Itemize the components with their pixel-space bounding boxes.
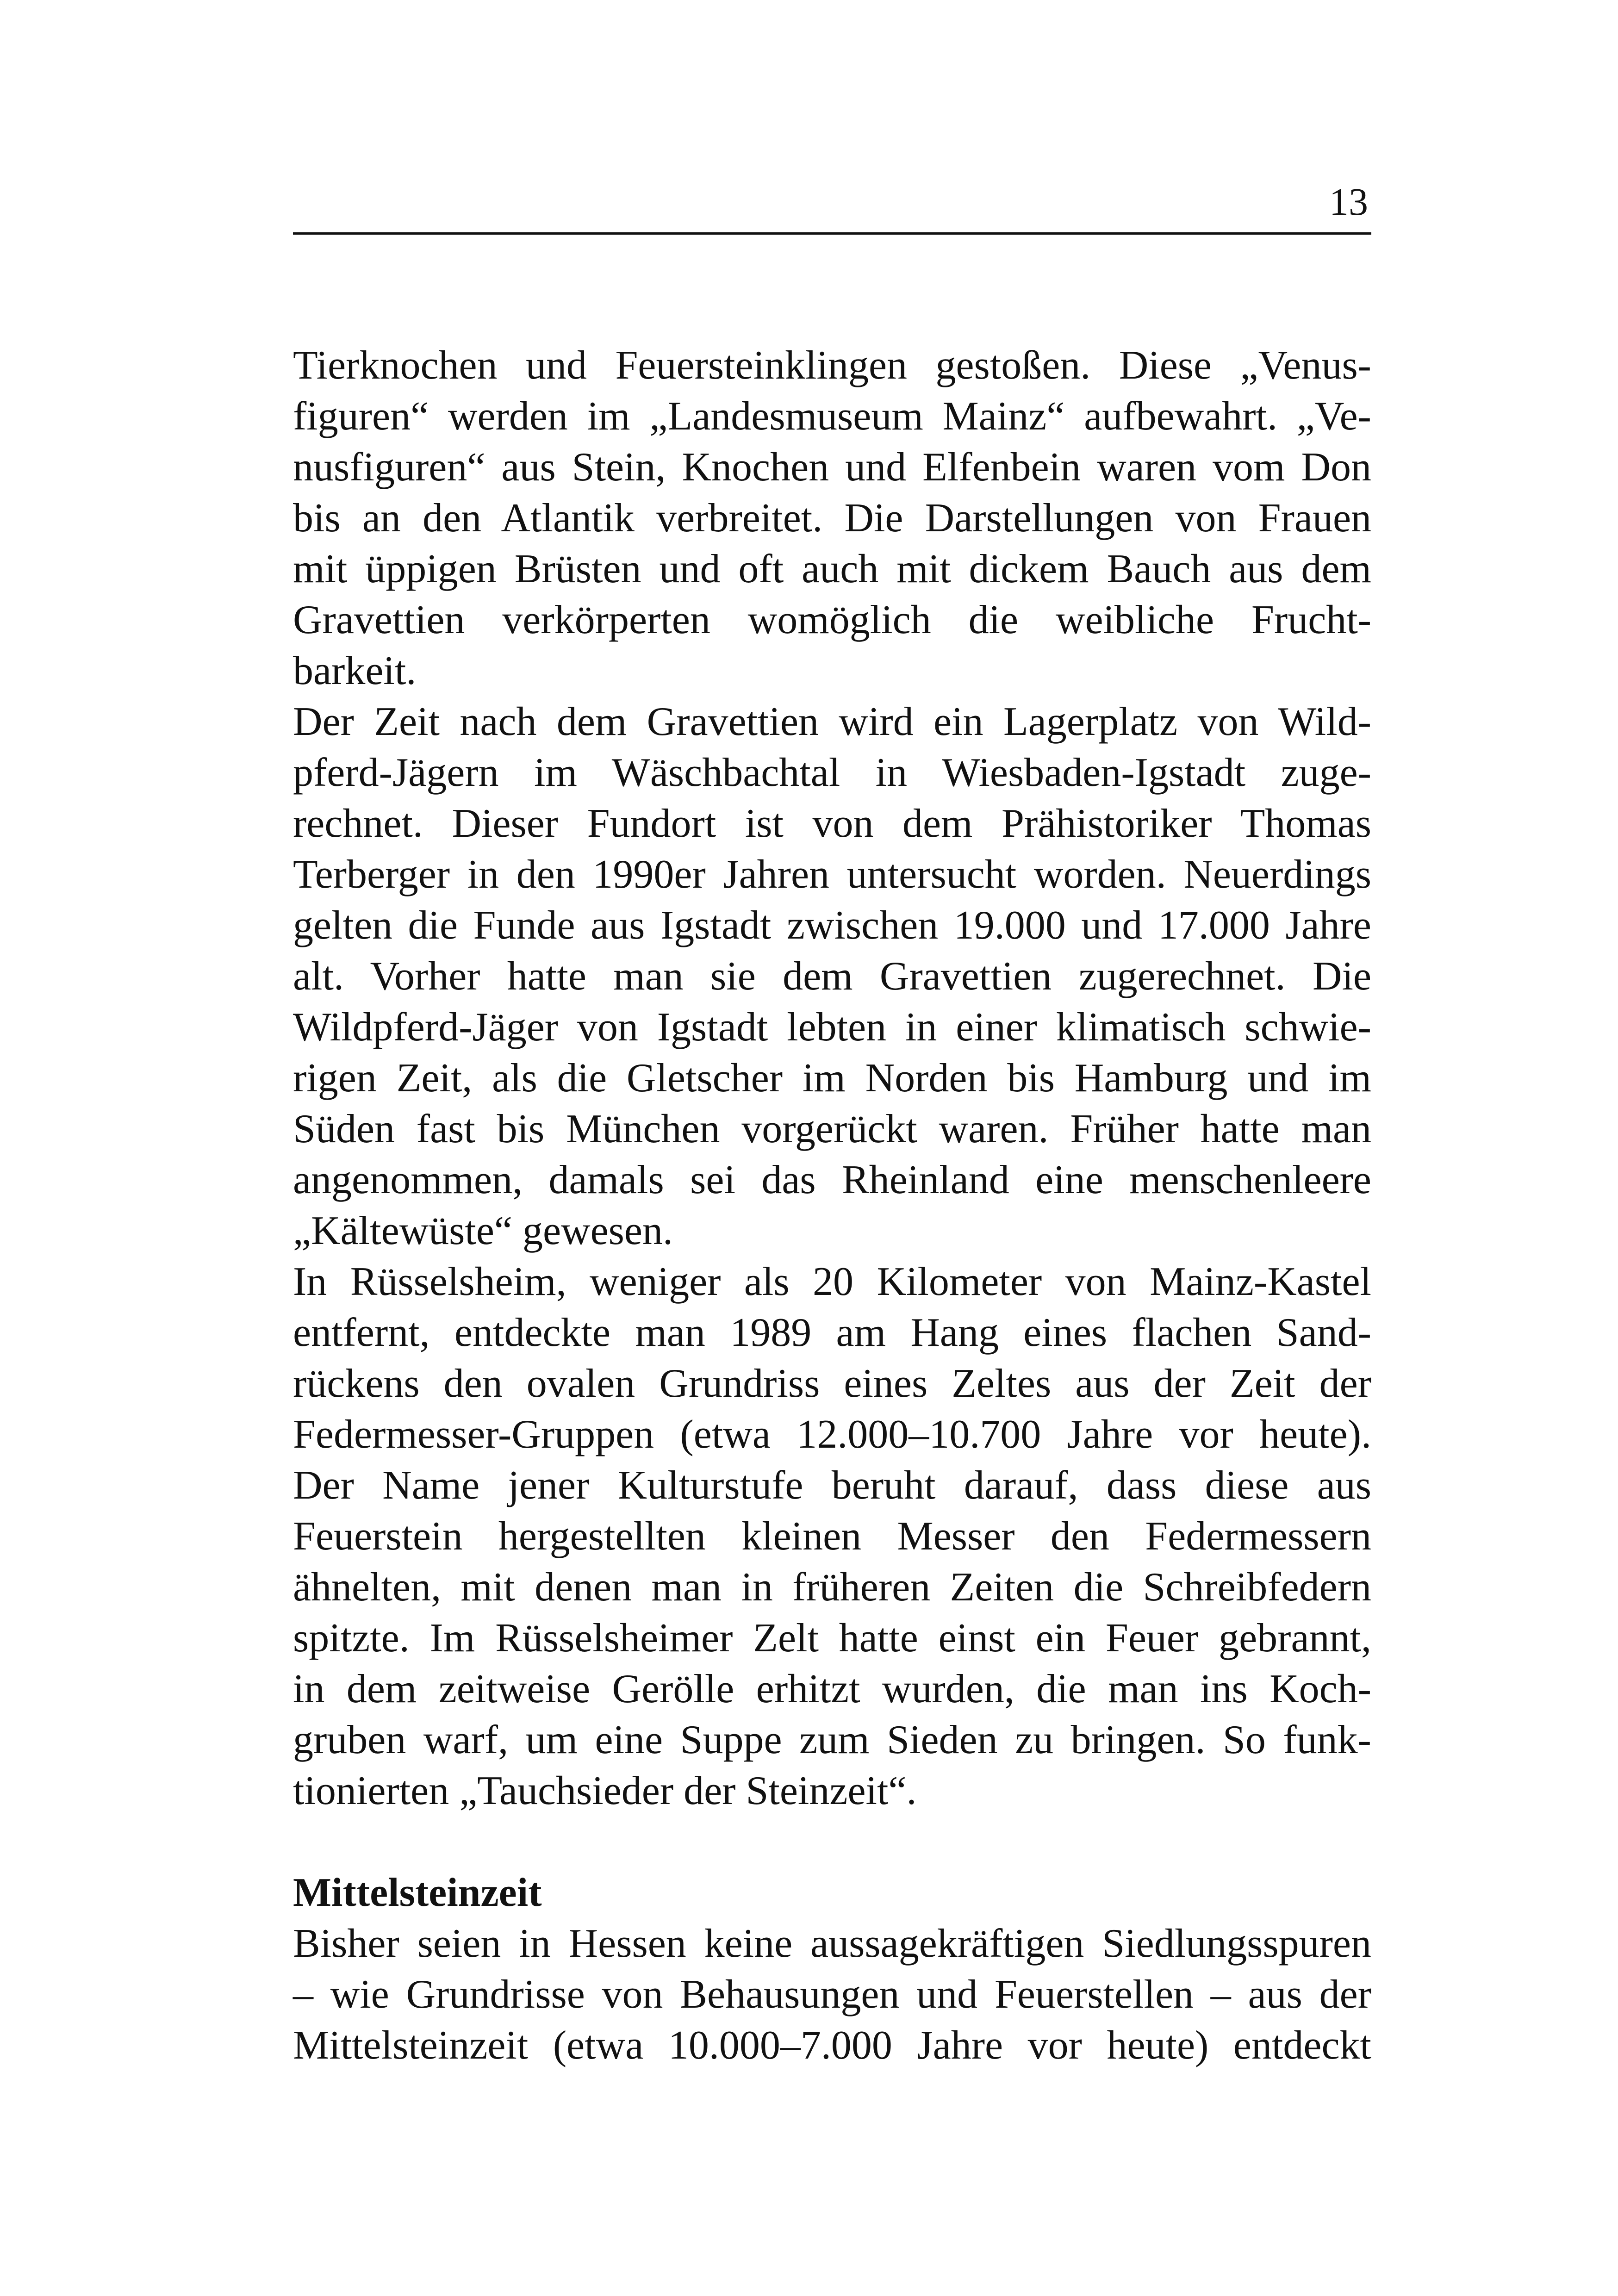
text-line: rigen Zeit, als die Gletscher im Norden bis Hamburg und im — [293, 1056, 1371, 1101]
text-line: Süden fast bis München vorgerückt waren. Früher hatte man — [293, 1107, 1371, 1151]
text-line: Federmesser-Gruppen (etwa 12.000–10.700 Jahre vor heute). — [293, 1412, 1371, 1457]
page-number: 13 — [1329, 180, 1368, 224]
page-body — [293, 340, 1371, 2071]
text-line: tionierten „Tauchsieder der Steinzeit“. — [293, 1768, 917, 1813]
text-line: gelten die Funde aus Igstadt zwischen 19.000 und 17.000 Jahre — [293, 903, 1371, 948]
text-line: figuren“ werden im „Landesmuseum Mainz“ aufbewahrt. „Ve- — [293, 394, 1371, 439]
text-line: mit üppigen Brüsten und oft auch mit dickem Bauch aus dem — [293, 547, 1371, 591]
body-text — [293, 340, 1371, 1817]
section-spacer — [293, 1817, 1371, 1867]
text-line: nusfiguren“ aus Stein, Knochen und Elfenbein waren vom Don — [293, 445, 1371, 490]
paragraph — [293, 1257, 1371, 1817]
text-line: – wie Grundrisse von Behausungen und Feuerstellen – aus der — [293, 1972, 1371, 2017]
text-line: pferd-Jägern im Wäschbachtal in Wiesbaden-Igstadt zuge- — [293, 750, 1371, 795]
text-line: bis an den Atlantik verbreitet. Die Darstellungen von Frauen — [293, 496, 1371, 541]
section-text — [293, 1918, 1371, 2071]
text-line: angenommen, damals sei das Rheinland eine menschenleere — [293, 1157, 1371, 1202]
text-line: in dem zeitweise Gerölle erhitzt wurden, die man ins Koch- — [293, 1667, 1371, 1711]
text-line: Wildpferd-Jäger von Igstadt lebten in einer klimatisch schwie- — [293, 1005, 1371, 1050]
text-line: Feuerstein hergestellten kleinen Messer den Federmessern — [293, 1514, 1371, 1559]
paragraph — [293, 340, 1371, 697]
section-heading: Mittelsteinzeit — [293, 1870, 542, 1915]
text-line: In Rüsselsheim, weniger als 20 Kilometer von Mainz-Kastel — [293, 1259, 1371, 1304]
text-line: „Kältewüste“ gewesen. — [293, 1208, 673, 1253]
text-line: gruben warf, um eine Suppe zum Sieden zu bringen. So funk- — [293, 1717, 1371, 1762]
text-line: Der Zeit nach dem Gravettien wird ein Lagerplatz von Wild- — [293, 699, 1371, 744]
text-line: Terberger in den 1990er Jahren untersucht worden. Neuerdings — [293, 852, 1371, 897]
text-line: entfernt, entdeckte man 1989 am Hang eines flachen Sand- — [293, 1310, 1371, 1355]
text-line: rechnet. Dieser Fundort ist von dem Prähistoriker Thomas — [293, 801, 1371, 846]
text-line: Gravettien verkörperten womöglich die weibliche Frucht- — [293, 597, 1371, 642]
paragraph — [293, 697, 1371, 1257]
text-line: ähnelten, mit denen man in früheren Zeiten die Schreibfedern — [293, 1565, 1371, 1610]
text-line: alt. Vorher hatte man sie dem Gravettien zugerechnet. Die — [293, 954, 1371, 999]
text-line: spitzte. Im Rüsselsheimer Zelt hatte einst ein Feuer gebrannt, — [293, 1616, 1371, 1661]
text-line: rückens den ovalen Grundriss eines Zeltes aus der Zeit der — [293, 1361, 1371, 1406]
text-line: Der Name jener Kulturstufe beruht darauf, dass diese aus — [293, 1463, 1371, 1508]
text-line: Bisher seien in Hessen keine aussagekräftigen Siedlungsspuren — [293, 1921, 1371, 1966]
text-line: Mittelsteinzeit (etwa 10.000–7.000 Jahre vor heute) entdeckt — [293, 2023, 1371, 2068]
text-line: barkeit. — [293, 648, 417, 693]
header-rule — [293, 232, 1371, 235]
text-line: Tierknochen und Feuersteinklingen gestoßen. Diese „Venus- — [293, 343, 1371, 388]
